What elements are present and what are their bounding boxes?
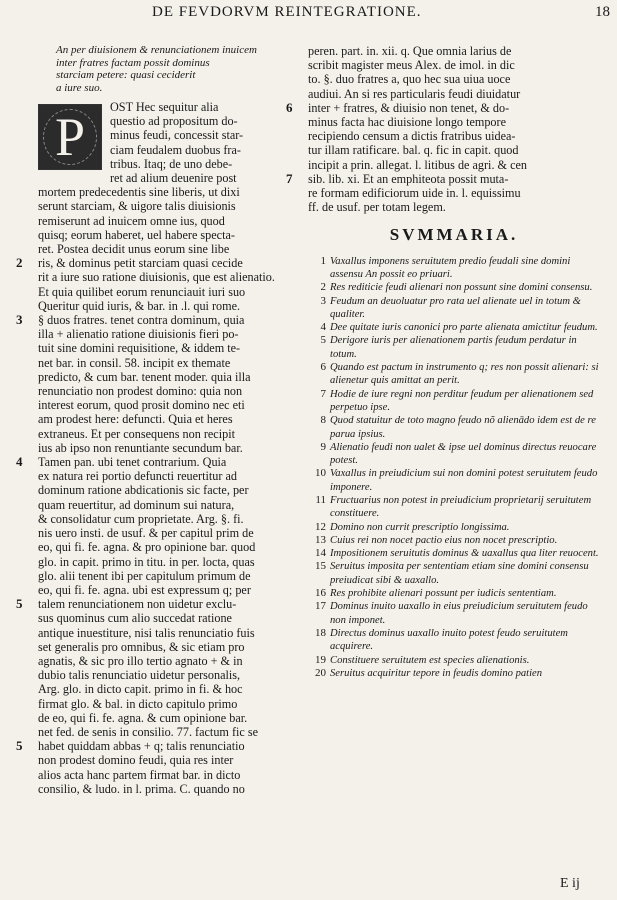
line-text: quam reuertitur, ad dominum sui natura,	[38, 497, 235, 512]
summary-item	[308, 255, 600, 282]
text-line	[16, 454, 300, 470]
line-text: talem renunciationem non uidetur exclu-	[38, 597, 237, 612]
line-text: dubio talis renunciatio uidetur personalis,	[38, 668, 241, 683]
summary-text: Derigore iuris per alienationem partis feudum perdatur in totum.	[330, 335, 577, 360]
line-text: quisq; eorum haberet, uel habere specta-	[38, 227, 235, 242]
text-line	[38, 214, 300, 228]
summary-number: 19	[315, 653, 326, 666]
text-line	[38, 526, 300, 540]
summary-text: Res rediticie feudi alienari non possunt sine domini consensu.	[330, 282, 593, 294]
line-text: glo. alii tenent ibi per capitulum primum de	[38, 568, 251, 583]
summary-item	[308, 334, 600, 361]
line-text: habet quiddam abbas + q; talis renunciatio	[38, 739, 245, 754]
line-text: remiserunt ad inuicem omne ius, quod	[38, 213, 225, 228]
text-line	[38, 697, 300, 711]
summary-item	[308, 321, 600, 334]
line-text: renunciatio non prodest domino: quia non	[38, 384, 243, 399]
marginal-number: 7	[286, 170, 293, 186]
summary-item	[308, 587, 600, 600]
text-line	[308, 129, 600, 143]
marginal-number: 4	[16, 454, 23, 470]
text-line	[308, 72, 600, 86]
line-text: Arg. glo. in dicto capit. primo in fi. & hoc	[38, 682, 243, 697]
line-text: serunt starciam, & uigore talis diuisionis	[38, 199, 236, 214]
text-line	[38, 626, 300, 640]
summary-number: 1	[320, 254, 326, 267]
text-line: minus feudi, concessit star-	[110, 128, 244, 143]
summary-item	[308, 547, 600, 560]
summary-number: 13	[315, 533, 326, 546]
line-text: re formam edificiorum uide in. l. equissimu	[308, 186, 521, 201]
line-text: & consolidatur cum proprietate. Arg. §. fi.	[38, 511, 244, 526]
line-text: alios acta hanc partem firmat bar. in dicto	[38, 767, 241, 782]
text-line	[38, 540, 300, 554]
summary-number: 11	[315, 493, 326, 506]
left-column	[16, 44, 300, 796]
text-line	[38, 398, 300, 412]
text-line	[38, 441, 300, 455]
chapter-rubric	[56, 44, 276, 94]
text-line: tribus. Itaq; de uno debe-	[110, 156, 233, 171]
text-line	[286, 99, 600, 115]
continued-paragraph	[286, 44, 600, 215]
text-line: ret ad alium deuenire post	[110, 171, 237, 186]
line-text: illa + alienatio ratione diuisionis fieri po-	[38, 327, 239, 342]
text-line	[38, 469, 300, 483]
summary-text: Dominus inuito uaxallo in eius preiudicium seruitutem feudo non imponet.	[330, 601, 588, 626]
summary-item	[308, 560, 600, 587]
marginal-number: 2	[16, 255, 23, 271]
line-text: eo, qui fi. fe. agna. & pro opinione bar. quod	[38, 540, 256, 555]
line-text: set generalis pro omnibus, & sic etiam pro	[38, 639, 245, 654]
line-text: dominum ratione abdicationis sic facte, per	[38, 483, 249, 498]
summary-item	[308, 388, 600, 415]
line-text: interest eorum, quod prosit domino nec eti	[38, 398, 245, 413]
summary-text: Res prohibite alienari possunt per iudicis sententiam.	[330, 588, 557, 600]
text-line	[38, 725, 300, 739]
rubric-line: starciam petere: quasi ceciderit	[56, 69, 196, 81]
text-line	[308, 87, 600, 101]
line-text: glo. in capit. primo in titu. in per. locta, quas	[38, 554, 255, 569]
line-text: nis uero insti. de usuf. & per capitul prim de	[38, 526, 254, 541]
summary-text: Directus dominus uaxallo inuito potest feudo seruitutem acquirere.	[330, 627, 568, 653]
line-text: de eo, qui fi. fe. agna. & cum opinione bar.	[38, 710, 248, 725]
text-line	[38, 185, 300, 199]
text-line	[308, 200, 600, 214]
line-text: antique inuestiture, nisi talis renunciatio fuis	[38, 625, 255, 640]
summary-number: 6	[320, 361, 326, 374]
rubric-line: a iure suo.	[56, 81, 103, 94]
text-line	[38, 427, 300, 441]
text-line	[38, 640, 300, 654]
summary-number: 4	[320, 321, 326, 334]
line-text: am prodest here: defuncti. Quia et heres	[38, 412, 233, 427]
line-text: firmat glo. & bal. in dicto capitulo primo	[38, 696, 238, 711]
summary-item	[308, 521, 600, 534]
rubric-line: inter fratres factam possit dominus	[56, 56, 210, 69]
line-text: extraneus. Et per consequens non recipit	[38, 426, 235, 441]
text-line	[38, 242, 300, 256]
summary-number: 7	[320, 387, 326, 400]
text-line	[308, 58, 600, 72]
summary-number: 8	[320, 414, 326, 427]
summary-text: Cuius rei non nocet pactio eius non nocet prescriptio.	[330, 534, 558, 546]
summary-number: 10	[315, 467, 326, 480]
line-text: scribit magister meus Alex. de imol. in dic	[308, 58, 515, 73]
text-line	[38, 384, 300, 398]
line-text: tur illam ratificare. bal. q. fic in capit. quod	[308, 143, 519, 158]
summary-text: Constituere seruitutem est species alienationis.	[330, 654, 530, 666]
line-text: incipit a prin. allegat. l. litibus de agri. & cen	[308, 157, 527, 172]
line-text: Et quia quilibet eorum renunciauit iuri suo	[38, 284, 246, 299]
line-text: inter + fratres, & diuisio non tenet, & do-	[308, 100, 510, 115]
summary-number: 18	[315, 626, 326, 639]
text-line	[38, 512, 300, 526]
line-text: minus facta hac diuisione longo tempore	[308, 115, 506, 130]
summary-heading: SVMMARIA.	[389, 225, 519, 245]
summary-text: Impositionem seruitutis dominus & uaxallus qua liter reuocent.	[330, 548, 599, 560]
summary-text: Fructuarius non potest in preiudicium proprietarij seruitutem constituere.	[330, 494, 592, 520]
summary-text: Alienatio feudi non ualet & ipse uel dominus directus reuocare potest.	[330, 441, 597, 467]
initial-letter: P	[54, 107, 86, 167]
line-text: § duos fratres. tenet contra dominum, quia	[38, 313, 245, 328]
line-text: to. §. duo fratres a, quo hec sua uiua uoce	[308, 72, 511, 87]
line-text: consilio, & ludo. in l. prima. C. quando no	[38, 781, 245, 796]
text-line	[38, 654, 300, 668]
summary-text: Vaxallus in preiudicium sui non domini potest seruitutem feudo imponere.	[330, 468, 598, 493]
summary-text: Quod statuitur de toto magno feudo nõ alienādo idem est de re parua ipsius.	[330, 415, 596, 440]
text-line	[38, 285, 300, 299]
summary-number: 16	[315, 587, 326, 600]
rubric-line: An per diuisionem & renunciationem inuicem	[56, 44, 257, 56]
summary-item	[308, 281, 600, 294]
text-line	[38, 682, 300, 696]
text-line	[16, 255, 300, 271]
summary-item	[308, 627, 600, 654]
summary-item	[308, 534, 600, 547]
text-line	[38, 611, 300, 625]
text-line	[38, 341, 300, 355]
line-text: Tamen pan. ubi tenet contrarium. Quia	[38, 455, 227, 470]
line-text: tuit sine domini requisitione, & iddem te-	[38, 341, 241, 356]
text-line	[38, 483, 300, 497]
text-line	[16, 312, 300, 328]
summary-item	[308, 467, 600, 494]
summary-text: Vaxallus imponens seruitutem predio feudali sine domini assensu An possit eo priuari.	[330, 255, 571, 280]
text-line: OST Hec sequitur alia	[110, 100, 219, 114]
summary-text: Quando est pactum in instrumento q; res non possit alienari: si alienetur quis amittat an perit.	[330, 362, 599, 387]
summary-item	[308, 361, 600, 388]
text-line	[38, 270, 300, 284]
line-text: net fed. de senis in consilio. 77. factum fic se	[38, 724, 258, 739]
summary-text: Feudum an deuoluatur pro rata uel alienate uel in totum & qualiter.	[330, 295, 581, 320]
text-line	[38, 498, 300, 512]
text-line	[308, 186, 600, 200]
summary-text: Seruitus acquiritur tepore in feudis domino patien	[330, 667, 543, 679]
text-line	[38, 412, 300, 426]
text-line	[38, 569, 300, 583]
summary-number: 2	[320, 281, 326, 294]
right-column	[286, 44, 600, 680]
text-line	[38, 668, 300, 682]
line-text: recipiendo censum a dictis fratribus uidea-	[308, 129, 516, 144]
text-line	[38, 299, 300, 313]
opening-paragraph	[16, 100, 300, 796]
summary-text: Domino non currit prescriptio longissima.	[330, 521, 510, 533]
line-text: peren. part. in. xii. q. Que omnia larius de	[308, 44, 512, 58]
body-lines	[16, 185, 300, 796]
summary-item	[308, 600, 600, 627]
line-text: mortem predecedentis sine liberis, ut dixi	[38, 185, 240, 200]
summary-item	[308, 441, 600, 468]
summary-number: 15	[315, 560, 326, 573]
text-line	[38, 327, 300, 341]
summary-text: Dee quitate iuris canonici pro parte alienata amictitur feudum.	[330, 322, 598, 334]
line-text: ff. de usuf. per totam legem.	[308, 200, 446, 215]
text-line	[38, 768, 300, 782]
summary-item	[308, 295, 600, 322]
summary-item	[308, 494, 600, 521]
signature-mark: E ij	[560, 876, 580, 891]
line-text: non prodest domino feudi, quia res inter	[38, 753, 234, 768]
text-line	[38, 782, 300, 796]
line-text: sib. lib. xi. Et an emphiteota possit muta-	[308, 171, 509, 186]
text-line	[286, 170, 600, 186]
text-line: questio ad propositum do-	[110, 114, 238, 129]
line-text: ex natura rei portio defuncti reuertitur ad	[38, 469, 237, 484]
running-title: DE FEVDORVM REINTEGRATIONE.	[152, 4, 422, 20]
text-line	[308, 44, 600, 58]
summary-number: 5	[320, 334, 326, 347]
text-line	[38, 555, 300, 569]
summary-number: 17	[315, 600, 326, 613]
summary-text: Seruitus imposita per sententiam etiam sine domini consensu preiudicat sibi & uaxallo.	[330, 561, 589, 586]
summary-number: 9	[320, 440, 326, 453]
line-text: ris, & dominus petit starciam quasi cecide	[38, 256, 243, 271]
summary-text: Hodie de iure regni non perditur feudum per alienationem sed perpetuo ipse.	[330, 388, 594, 413]
marginal-number: 3	[16, 312, 23, 328]
line-text: ret. Postea decidit unus eorum sine libe	[38, 242, 230, 257]
line-text: eo, qui fi. fe. agna. ubi est expressum q; per	[38, 582, 251, 597]
summary-number: 14	[315, 547, 326, 560]
line-text: net bar. in consil. 58. incipit ex themate	[38, 355, 231, 370]
folio-number: 18	[595, 4, 610, 20]
text-line: ciam feudalem duobus fra-	[110, 142, 241, 157]
running-header	[40, 4, 610, 24]
text-line	[16, 738, 300, 754]
marginal-number: 5	[16, 738, 23, 754]
text-line	[38, 356, 300, 370]
text-line	[38, 228, 300, 242]
text-line	[308, 115, 600, 129]
text-line	[308, 143, 600, 157]
text-line	[38, 370, 300, 384]
line-text: audiui. An si res particularis feudi diuidatur	[308, 86, 521, 101]
text-line	[38, 753, 300, 767]
line-text: sus quominus cum alio succedat ratione	[38, 611, 232, 626]
summary-number: 12	[315, 520, 326, 533]
marginal-number: 6	[286, 99, 293, 115]
text-line	[16, 596, 300, 612]
line-text: Queritur quid iuris, & bar. in .l. qui rome.	[38, 298, 241, 313]
summary-list	[308, 255, 600, 681]
summary-number: 20	[315, 666, 326, 679]
text-line	[308, 158, 600, 172]
text-line	[38, 583, 300, 597]
summary-item	[308, 667, 600, 680]
text-line	[38, 199, 300, 213]
marginal-number: 5	[16, 596, 23, 612]
summary-item	[308, 654, 600, 667]
summary-item	[308, 414, 600, 441]
line-text: rit a iure suo ratione diuisionis, que est alienatio.	[38, 270, 275, 285]
text-line	[38, 711, 300, 725]
summary-number: 3	[320, 294, 326, 307]
line-text: ius ab ipso non renuntiante secundum bar.	[38, 440, 243, 455]
line-text: agnatis, & sic pro illo tertio agnato + & in	[38, 653, 243, 668]
line-text: predicto, & cum bar. tenent moder. quia illa	[38, 369, 251, 384]
